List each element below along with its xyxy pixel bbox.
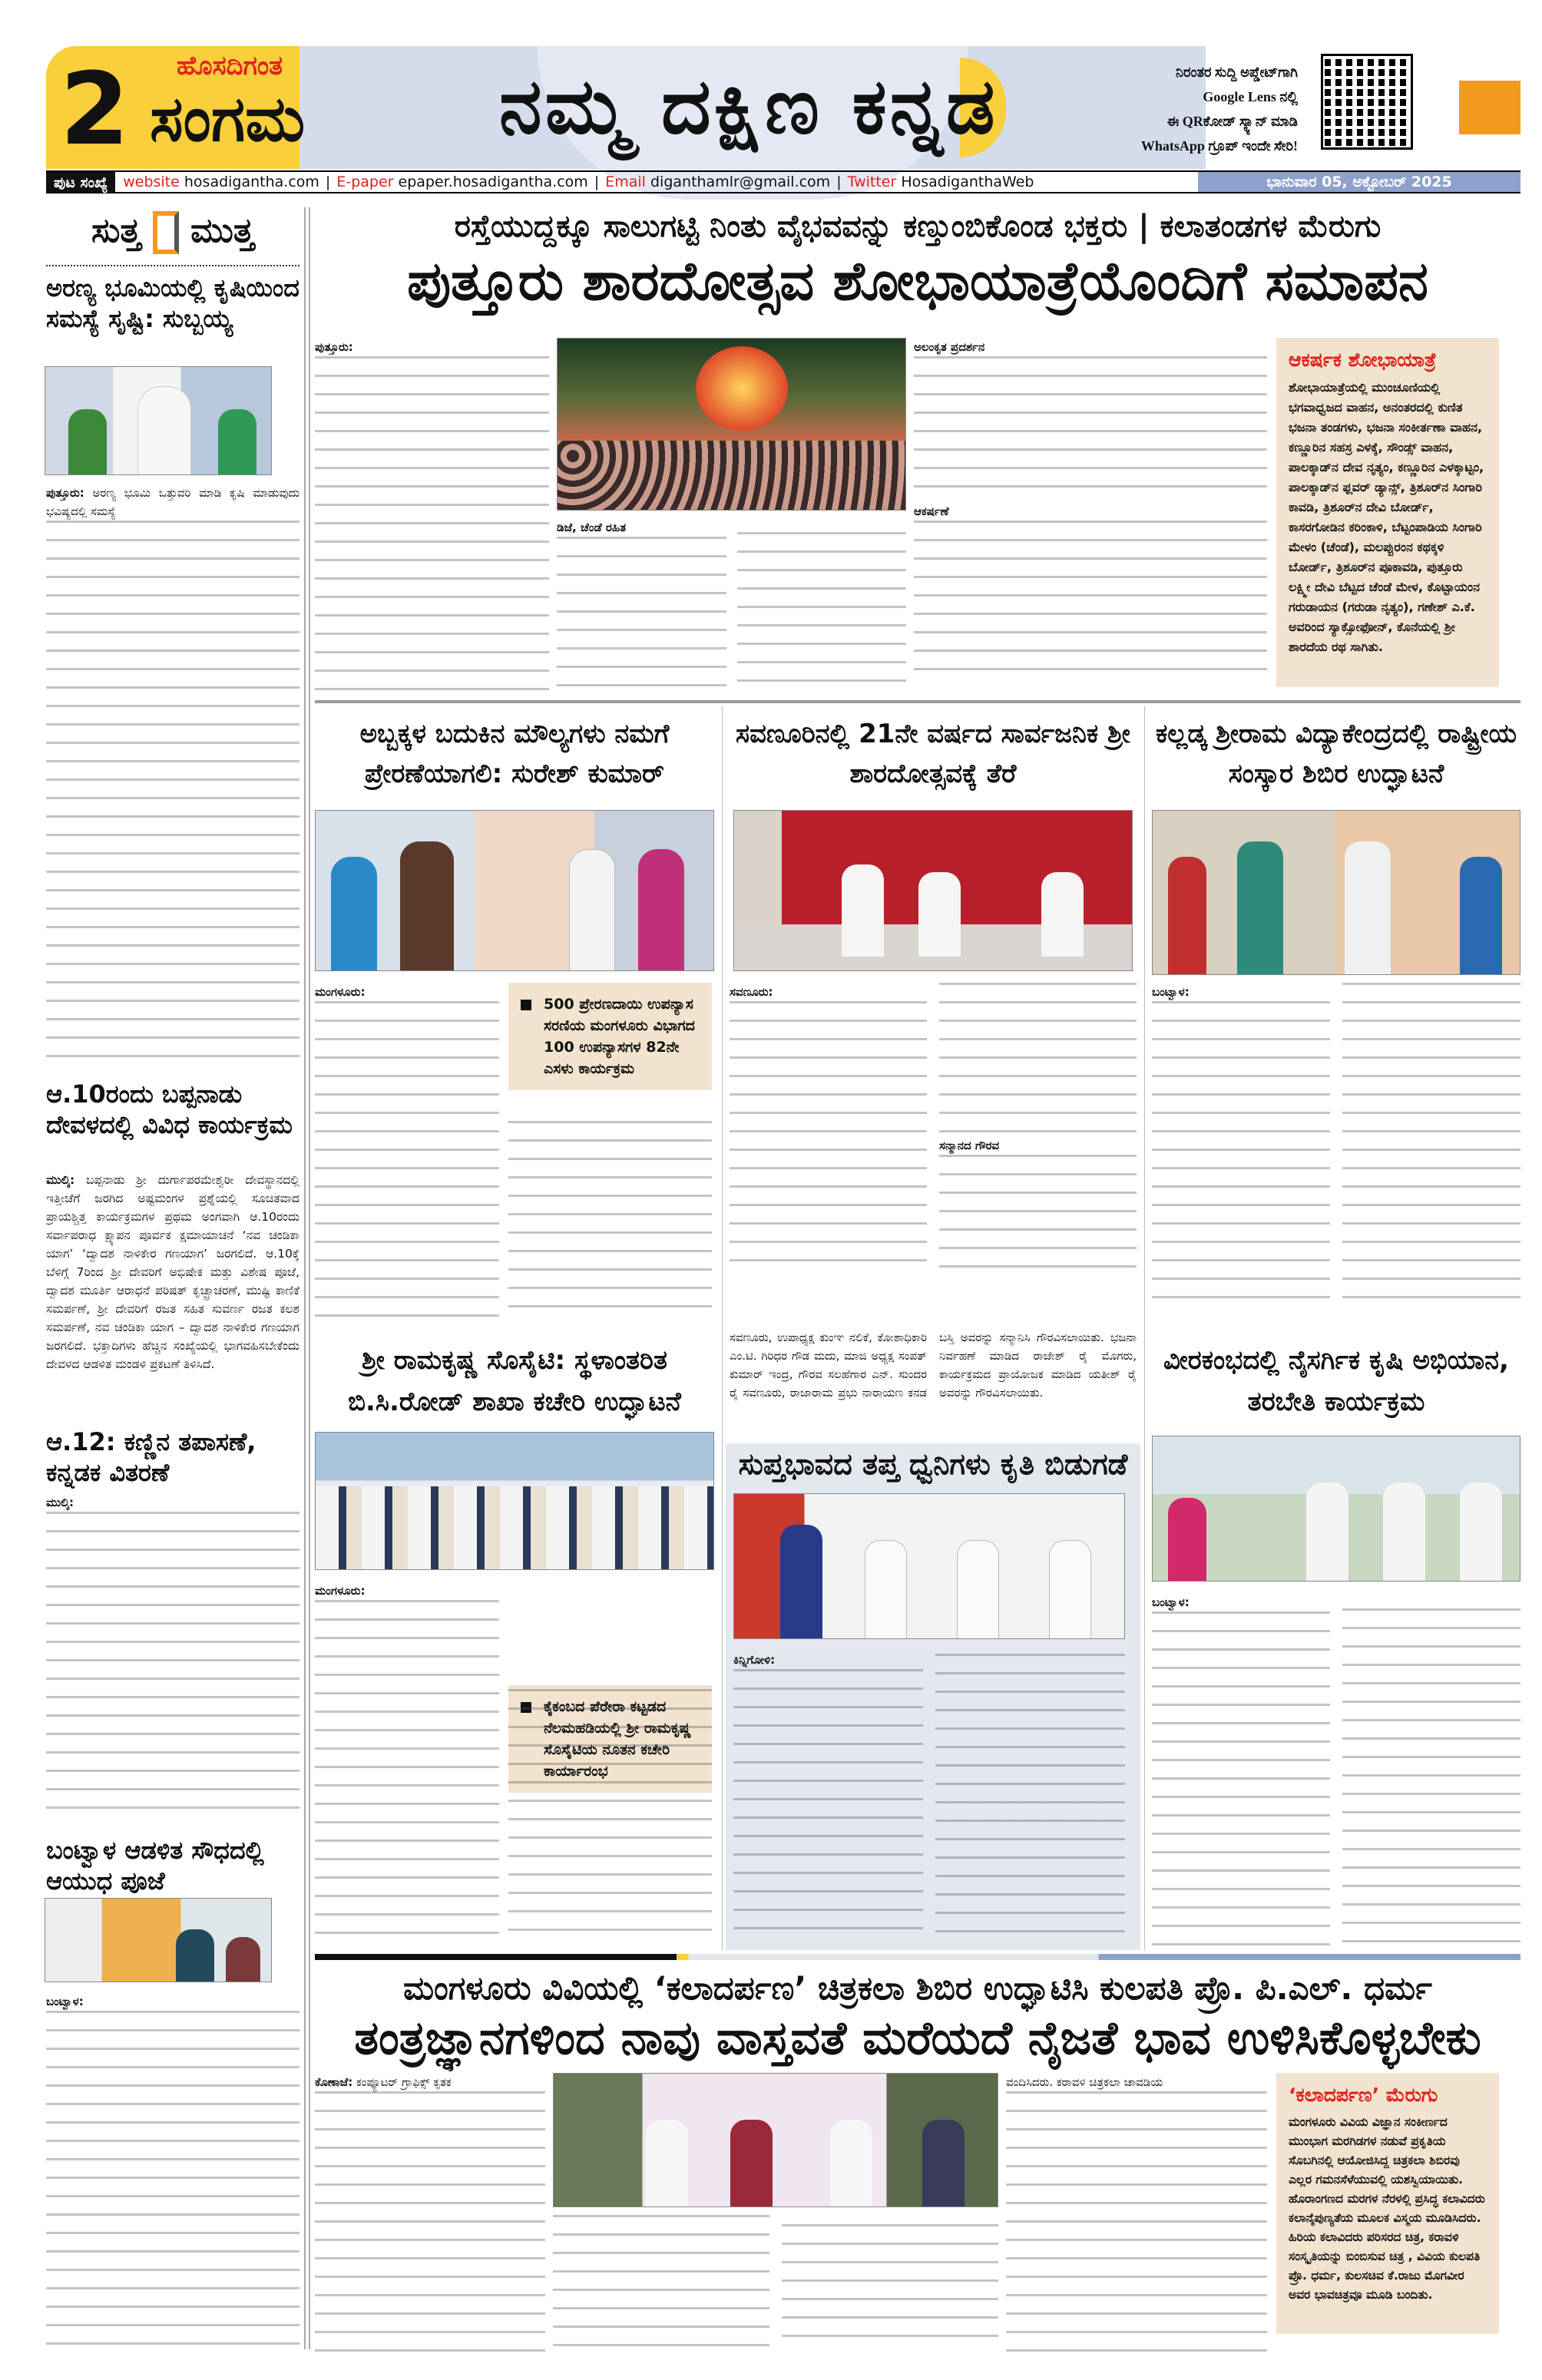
article-body: [315, 983, 499, 1321]
section-rule: [315, 1954, 1520, 1960]
article-photo: [1152, 810, 1520, 975]
epaper-link[interactable]: epaper.hosadigantha.com: [398, 174, 588, 190]
article-headline: ಆ.10ರಂದು ಬಪ್ಪನಾಡು ದೇವಳದಲ್ಲಿ ವಿವಿಧ ಕಾರ್ಯಕ್ರಮ: [46, 1079, 293, 1139]
orange-accent: [1459, 81, 1520, 134]
subhead: ಸನ್ಮಾನದ ಗೌರವ: [939, 1139, 1000, 1152]
dateline: ಕೊಣಾಜೆ:: [315, 2075, 353, 2089]
section-title-part: ಮುತ್ತ: [190, 211, 254, 250]
bottom-story-body: [315, 2073, 545, 2357]
article-body: [46, 484, 299, 1059]
top-story-photo: [557, 338, 906, 511]
masthead-title: ನಮ್ಮ ದಕ್ಷಿಣ ಕನ್ನಡ: [499, 61, 998, 151]
subhead: ಆಕರ್ಷಣೆ: [914, 504, 949, 518]
article-photo: [733, 810, 1133, 971]
top-story-body: [914, 338, 1267, 691]
bottom-story-kicker: ಮಂಗಳೂರು ವಿವಿಯಲ್ಲಿ ‘ಕಲಾದರ್ಪಣ’ ಚಿತ್ರಕಲಾ ಶಿಬಿರ ಉದ್ಘಾಟಿಸಿ ಕುಲಪತಿ ಪ್ರೊ. ಪಿ.ಎಲ್. ಧರ್ಮ: [403, 1969, 1432, 2007]
door-icon: [153, 211, 179, 254]
article-body: [1152, 1593, 1520, 1946]
article-body: [46, 1992, 299, 2353]
qr-code-pattern: [1325, 58, 1409, 146]
dateline: ಸವಣೂರು:: [730, 985, 773, 999]
website-label: website: [123, 174, 180, 190]
dateline: ಮುಲ್ಕಿ:: [46, 1173, 75, 1187]
subhead: ಅಲಂಕೃತ ಪ್ರದರ್ಶನ: [914, 340, 985, 354]
article-body: [1152, 983, 1520, 1321]
article-body: [46, 1493, 299, 1823]
issue-date: ಭಾನುವಾರ 05, ಅಕ್ಟೋಬರ್ 2025: [1198, 172, 1520, 192]
article-headline: ಸವಣೂರಿನಲ್ಲಿ 21ನೇ ವರ್ಷದ ಸಾರ್ವಜನಿಕ ಶ್ರೀ ಶಾರದೋತ್ಸವಕ್ಕೆ ತೆರೆ: [736, 719, 1130, 789]
top-story-kicker: ರಸ್ತೆಯುದ್ದಕ್ಕೂ ಸಾಲುಗಟ್ಟಿ ನಿಂತು ವೈಭವವನ್ನು ಕಣ್ತುಂಬಿಕೊಂಡ ಭಕ್ತರು | ಕಲಾತಂಡಗಳ ಮೆರುಗು: [454, 209, 1382, 244]
dateline: ಮಂಗಳೂರು:: [315, 1584, 366, 1598]
dateline: ಬಂಟ್ವಾಳ:: [1152, 985, 1190, 999]
highlight-box: ಕೈಕಂಬದ ಪೆರೇರಾ ಕಟ್ಟಡದ ನೆಲಮಹಡಿಯಲ್ಲಿ ಶ್ರೀ ರಾಮಕೃಷ್ಣ ಸೊಸೈಟಿಯ ನೂತನ ಕಚೇರಿ ಕಾರ್ಯಾರಂಭ: [508, 1685, 712, 1793]
article-body-continued: ಸವಣೂರು, ಉಪಾಧ್ಯಕ್ಷ ಕುಂಞ ನಲಿಕೆ, ಕೋಶಾಧಿಕಾರಿ ಎಂ.ಟಿ. ಗಿರಿಧರ ಗೌಡ ಮದು, ಮಾಜಿ ಅಧ್ಯಕ್ಷ ಸಂಪತ್ ಕುಮಾರ್ ಇಂದ್ರ, ಗೌರವ ಸಲಹೆಗಾರ ಎನ್. ಸುಂದರ ರೈ ಸವಣೂರು, ರಾಜಾರಾಮ ಪ್ರಭು ನಾರಾಯಣ ಕನಡ ಬಸ್ತಿ ಅವರನ್ನು ಸನ್ಮಾನಿಸಿ ಗೌರವಿಸಲಾಯಿತು. ಭಜನಾ ನಿರ್ವಹಣೆ ಮಾಡಿದ ರಾಜೇಶ್ ರೈ ಮೊಗರು, ಕಾರ್ಯಕ್ರಮದ ಪ್ರಾಯೋಜಕ ಮಾಡಿದ ಯತೀಶ್ ರೈ ಅವರನ್ನು ಗೌರವಿಸಲಾಯಿತು.: [730, 1330, 1137, 1400]
article-headline: ಅರಣ್ಯ ಭೂಮಿಯಲ್ಲಿ ಕೃಷಿಯಿಂದ ಸಮಸ್ಯೆ ಸೃಷ್ಟಿ: ಸುಬ್ಬಯ್ಯ: [46, 273, 299, 333]
section-rule: [315, 700, 1520, 703]
top-story-body: [557, 518, 906, 691]
column-rule: [1144, 706, 1145, 1950]
website-link[interactable]: hosadigantha.com: [184, 174, 319, 190]
article-headline: ವೀರಕಂಭದಲ್ಲಿ ನೈಸರ್ಗಿಕ ಕೃಷಿ ಅಭಿಯಾನ, ತರಬೇತಿ ಕಾರ್ಯಕ್ರಮ: [1163, 1345, 1509, 1417]
qr-line: WhatsApp ಗ್ರೂಪ್ ಇಂದೇ ಸೇರಿ!: [1140, 138, 1298, 154]
email-link[interactable]: diganthamlr@gmail.com: [650, 174, 831, 190]
article-text: ವಂದಿಸಿದರು. ಕರಾವಳಿ ಚಿತ್ರಕಲಾ ಚಾವಡಿಯ: [1006, 2075, 1163, 2089]
section-title-part: ಸುತ್ತ: [91, 211, 141, 250]
twitter-label: Twitter: [847, 174, 897, 190]
sidebar-text: ಮಂಗಳೂರು ವಿವಿಯ ವಿಜ್ಞಾನ ಸಂಕೀರ್ಣದ ಮುಂಭಾಗ ಮರಗಿಡಗಳ ನಡುವೆ ಪ್ರಕೃತಿಯ ಸೊಬಗಿನಲ್ಲಿ ಆಯೋಜಿಸಿದ್ದ ಚಿತ್ರಕಲಾ ಶಿಬಿರವು ಎಲ್ಲರ ಗಮನಸೆಳೆಯುವಲ್ಲಿ ಯಶಸ್ವಿಯಾಯಿತು. ಹೊರಾಂಗಣದ ಮರಗಳ ನೆರಳಲ್ಲಿ ಪ್ರಸಿದ್ಧ ಕಲಾವಿದರು ಕಲಾನೈಪುಣ್ಯತೆಯ ಮೂಲಕ ವಿಸ್ಮಯ ಮೂಡಿಸಿದರು. ಹಿರಿಯ ಕಲಾವಿದರು ಪರಿಸರದ ಚಿತ್ರ, ಕರಾವಳಿ ಸಂಸ್ಕೃತಿಯನ್ನು ಬಿಂಬಿಸುವ ಚಿತ್ರ , ವಿವಿಯ ಕುಲಪತಿ ಪ್ರೊ. ಧರ್ಮ, ಕುಲಸಚಿವ ಕೆ.ರಾಜು ಮೊಗವೀರ ಅವರ ಭಾವಚಿತ್ರವೂ ಮೂಡಿ ಬಂದಿತು.: [1289, 2115, 1485, 2302]
article-headline: ಆ.12: ಕಣ್ಣಿನ ತಪಾಸಣೆ, ಕನ್ನಡಕ ವಿತರಣೆ: [46, 1427, 256, 1487]
bottom-story-headline: ತಂತ್ರಜ್ಞಾನಗಳಿಂದ ನಾವು ವಾಸ್ತವತೆ ಮರೆಯದೆ ನೈಜತೆ ಭಾವ ಉಳಿಸಿಕೊಳ್ಳಬೇಕು: [354, 2011, 1481, 2065]
divider: [46, 265, 299, 266]
qr-instructions: [1044, 60, 1298, 158]
page-label: ಪುಟ ಸಂಖ್ಯೆ: [46, 172, 115, 192]
article-headline: ಬಂಟ್ವಾಳ ಆಡಳಿತ ಸೌಧದಲ್ಲಿ ಆಯುಧ ಪೂಜೆ: [46, 1836, 264, 1896]
article-body: [508, 1689, 712, 1942]
dateline: ಬಂಟ್ವಾಳ:: [1152, 1595, 1190, 1609]
contact-strip: ಪುಟ ಸಂಖ್ಯೆ website hosadigantha.com | E-paper epaper.hosadigantha.com | Email diganthamlr@gmail.com | Twitter HosadiganthaWeb ಭಾನುವಾರ 05, ಅಕ್ಟೋಬರ್ 2025: [46, 170, 1520, 193]
qr-line: ಈ QRಕೋಡ್ ಸ್ಕ್ಯಾನ್ ಮಾಡಿ: [1166, 114, 1298, 129]
article-headline: ಅಬ್ಬಕ್ಕಳ ಬದುಕಿನ ಮೌಲ್ಯಗಳು ನಮಗೆ ಪ್ರೇರಣೆಯಾಗಲಿ: ಸುರೇಶ್ ಕುಮಾರ್: [359, 719, 670, 789]
subhead: ಡಿಜೆ, ಚೆಂಡೆ ರಹಿತ: [557, 521, 627, 534]
sidebar-title: ‘ಕಲಾದರ್ಪಣ’ ಮೆರುಗು: [1289, 2084, 1438, 2106]
article-photo: [733, 1493, 1125, 1639]
qr-line: ನಿರಂತರ ಸುದ್ದಿ ಅಪ್ಡೇಟ್‌ಗಾಗಿ: [1175, 64, 1298, 80]
dateline: ಬಂಟ್ವಾಳ:: [46, 1995, 84, 2008]
sidebar-box: [1276, 338, 1499, 687]
article-text: ಅರಣ್ಯ ಭೂಮಿ ಒತ್ತುವರಿ ಮಾಡಿ ಕೃಷಿ ಮಾಡುವುದು ಭವಿಷ್ಯದಲ್ಲಿ ಸಮಸ್ಯೆ: [46, 486, 299, 518]
article-photo: [315, 810, 714, 971]
column-rule: [722, 706, 723, 1950]
twitter-link[interactable]: HosadiganthaWeb: [901, 174, 1034, 190]
bottom-story-body: [1006, 2073, 1267, 2357]
epaper-label: E-paper: [336, 174, 394, 190]
email-label: Email: [605, 174, 646, 190]
top-story-body: [315, 338, 549, 691]
article-text: ಕಂಪ್ಯೂಟರ್ ಗ್ರಾಫಿಕ್ಸ್ ಕೃತಕ: [356, 2075, 452, 2089]
page-number: 2: [60, 51, 130, 167]
article-body: [315, 1582, 499, 1942]
article-photo: [315, 1432, 714, 1570]
article-body: [730, 983, 1137, 1328]
article-body: [508, 1121, 712, 1321]
article-photo: [45, 366, 272, 475]
dateline: ಮಂಗಳೂರು:: [315, 985, 366, 999]
brand-logo: ಹೊಸದಿಗಂತ: [177, 51, 283, 81]
bottom-story-photo: [553, 2073, 998, 2207]
sidebar-box: [1276, 2073, 1499, 2334]
qr-line: Google Lens ನಲ್ಲಿ: [1203, 89, 1298, 104]
sidebar-text: ಶೋಭಾಯಾತ್ರೆಯಲ್ಲಿ ಮುಂಚೂಣಿಯಲ್ಲಿ ಭಗವಾಧ್ವಜದ ವಾಹನ, ಅನಂತರದಲ್ಲಿ ಕುಣಿತ ಭಜನಾ ತಂಡಗಳು, ಭಜನಾ ಸಂಕೀರ್ತಣಾ ವಾಹನ, ಕಣ್ಣೂರಿನ ಸಹಸ್ರ ಎಳಕ್ಕೆ, ಸೌಂಡ್ಸ್ ವಾಹನ, ಪಾಲಕ್ಕಾಡ್‌ನ ದೇವ ನೃತ್ಯಂ, ಕಣ್ಣೂರಿನ ಎಳಕ್ಕಾಟ್ಟಂ, ಪಾಲಕ್ಕಾಡ್‌ನ ಫ್ಲವರ್ ಡ್ಯಾನ್ಸ್, ತ್ರಿಶೂರ್‌ನ ಸಿಂಗಾರಿ ಕಾವಡಿ, ತ್ರಿಶೂರ್‌ನ ದೇವಿ ಬೋರ್ಡ್, ಕಾಸರಗೋಡಿನ ಕರಿಂಕಾಳಿ, ಬೆಟ್ಟಂಪಾಡಿಯ ಸಿಂಗಾರಿ ಮೇಳಂ (ಚೆಂಡೆ), ಮಲಪ್ಪುರಂನ ಕಥಕ್ಕಳಿ ಬೋರ್ಡ್, ತ್ರಿಶೂರ್‌ನ ಪೂಕಾವಡಿ, ಪುತ್ತೂರು ಲಕ್ಷ್ಮೀ ದೇವಿ ಬೆಟ್ಟದ ಚೆಂಡೆ ಮೇಳ, ಕೊಟ್ಟಾಯಂನ ಗರುಡಾಯನ (ಗರುಡಾ ನೃತ್ಯಂ), ಗಣೇಶ್ ಎ.ಕೆ. ಅವರಿಂದ ಸ್ಯಾಕ್ಸೋಫೋನ್, ಕೊನೆಯಲ್ಲಿ ಶ್ರೀ ಶಾರದೆಯ ರಥ ಸಾಗಿತು.: [1289, 380, 1484, 654]
article-text: ಬಪ್ಪನಾಡು ಶ್ರೀ ದುರ್ಗಾಪರಮೇಶ್ವರೀ ದೇವಸ್ಥಾನದಲ್ಲಿ ಇತ್ತೀಚೆಗೆ ಜರಗಿದ ಅಷ್ಟಮಂಗಳ ಪ್ರಶ್ನೆಯಲ್ಲಿ ಸೂಚಿತವಾದ ಪ್ರಾಯಶ್ಚಿತ್ತ ಕಾರ್ಯಕ್ರಮಗಳ ಪ್ರಥಮ ಅಂಗವಾಗಿ ಆ.10ರಂದು ಸರ್ವಾಪರಾಧ ಕ್ಷ್ಯಾಪನ ಪೂರ್ವಕ ಕ್ಷಮಾಯಾಚನೆ ‘ನವ ಚಂಡಿಕಾ ಯಾಗ’ ‘ದ್ವಾದಶ ನಾಳಿಕೇರ ಗಣಯಾಗ’ ಜರಗಲಿದೆ. ಆ.10ಕ್ಕೆ ಬೆಳಿಗ್ಗೆ 7ರಿಂದ ಶ್ರೀ ದೇವರಿಗೆ ಅಭಿಷೇಕ ಮತ್ತು ವಿಶೇಷ ಪೂಜೆ, ದ್ವಾದಶ ಮೂರ್ತಿ ಆರಾಧನೆ ಪರಿಷತ್ ಕೃಚ್ಛ್ರಾಚರಣೆ, ಮುಷ್ಟಿ ಕಾಣಿಕೆ ಸಮರ್ಪಣೆ, ಶ್ರೀ ದೇವರಿಗೆ ರಜತ ಸಹಿತ ಸುವರ್ಣ ರಜತ ಕಲಶ ಸಮರ್ಪಣೆ, ನವ ಚಂಡಿಕಾ ಯಾಗ – ದ್ವಾದಶ ನಾಳಿಕೇರ ಗಣಯಾಗ ಜರಗಲಿದೆ. ಭಕ್ತಾದಿಗಳು ಹೆಚ್ಚಿನ ಸಂಖ್ಯೆಯಲ್ಲಿ ಭಾಗವಹಿಸಬೇಕೆಂದು ದೇವಳದ ಆಡಳಿತ ಮಂಡಳಿ ಪ್ರಕಟಣೆ ತಿಳಿಸಿದೆ.: [46, 1173, 299, 1371]
sidebar-title: ಆಕರ್ಷಕ ಶೋಭಾಯಾತ್ರೆ: [1289, 349, 1437, 371]
bottom-story-body: [553, 2215, 998, 2357]
column-divider: [304, 207, 310, 2349]
top-story-headline: ಪುತ್ತೂರು ಶಾರದೋತ್ಸವ ಶೋಭಾಯಾತ್ರೆಯೊಂದಿಗೆ ಸಮಾಪನ: [407, 250, 1428, 312]
dateline: ಪುತ್ತೂರು:: [315, 340, 353, 354]
dateline: ಕಿನ್ನಿಗೋಳಿ:: [733, 1653, 776, 1667]
section-name: ಸಂಗಮ: [150, 83, 306, 156]
article-headline: ಸುಪ್ತಭಾವದ ತಪ್ತ ಧ್ವನಿಗಳು ಕೃತಿ ಬಿಡುಗಡೆ: [738, 1447, 1128, 1481]
article-headline: ಕಲ್ಲಡ್ಕ ಶ್ರೀರಾಮ ವಿದ್ಯಾಕೇಂದ್ರದಲ್ಲಿ ರಾಷ್ಟ್ರೀಯ ಸಂಸ್ಕಾರ ಶಿಬಿರ ಉದ್ಘಾಟನೆ: [1155, 719, 1517, 789]
dateline: ಮುಲ್ಕಿ:: [46, 1496, 74, 1509]
article-headline: ಶ್ರೀ ರಾಮಕೃಷ್ಣ ಸೊಸೈಟಿ: ಸ್ಥಳಾಂತರಿತ ಬಿ.ಸಿ.ರೋಡ್ ಶಾಖಾ ಕಚೇರಿ ಉದ್ಘಾಟನೆ: [348, 1345, 681, 1417]
article-body: [733, 1651, 1125, 1942]
section-title-suttamutta: [46, 211, 299, 254]
article-photo: [45, 1898, 272, 1982]
dateline: ಪುತ್ತೂರು:: [46, 486, 84, 500]
highlight-box: 500 ಪ್ರೇರಣದಾಯಿ ಉಪನ್ಯಾಸ ಸರಣಿಯ ಮಂಗಳೂರು ವಿಭಾಗದ 100 ಉಪನ್ಯಾಸಗಳ 82ನೇ ಎಸಳು ಕಾರ್ಯಕ್ರಮ: [508, 983, 712, 1090]
article-photo: [1152, 1436, 1520, 1582]
